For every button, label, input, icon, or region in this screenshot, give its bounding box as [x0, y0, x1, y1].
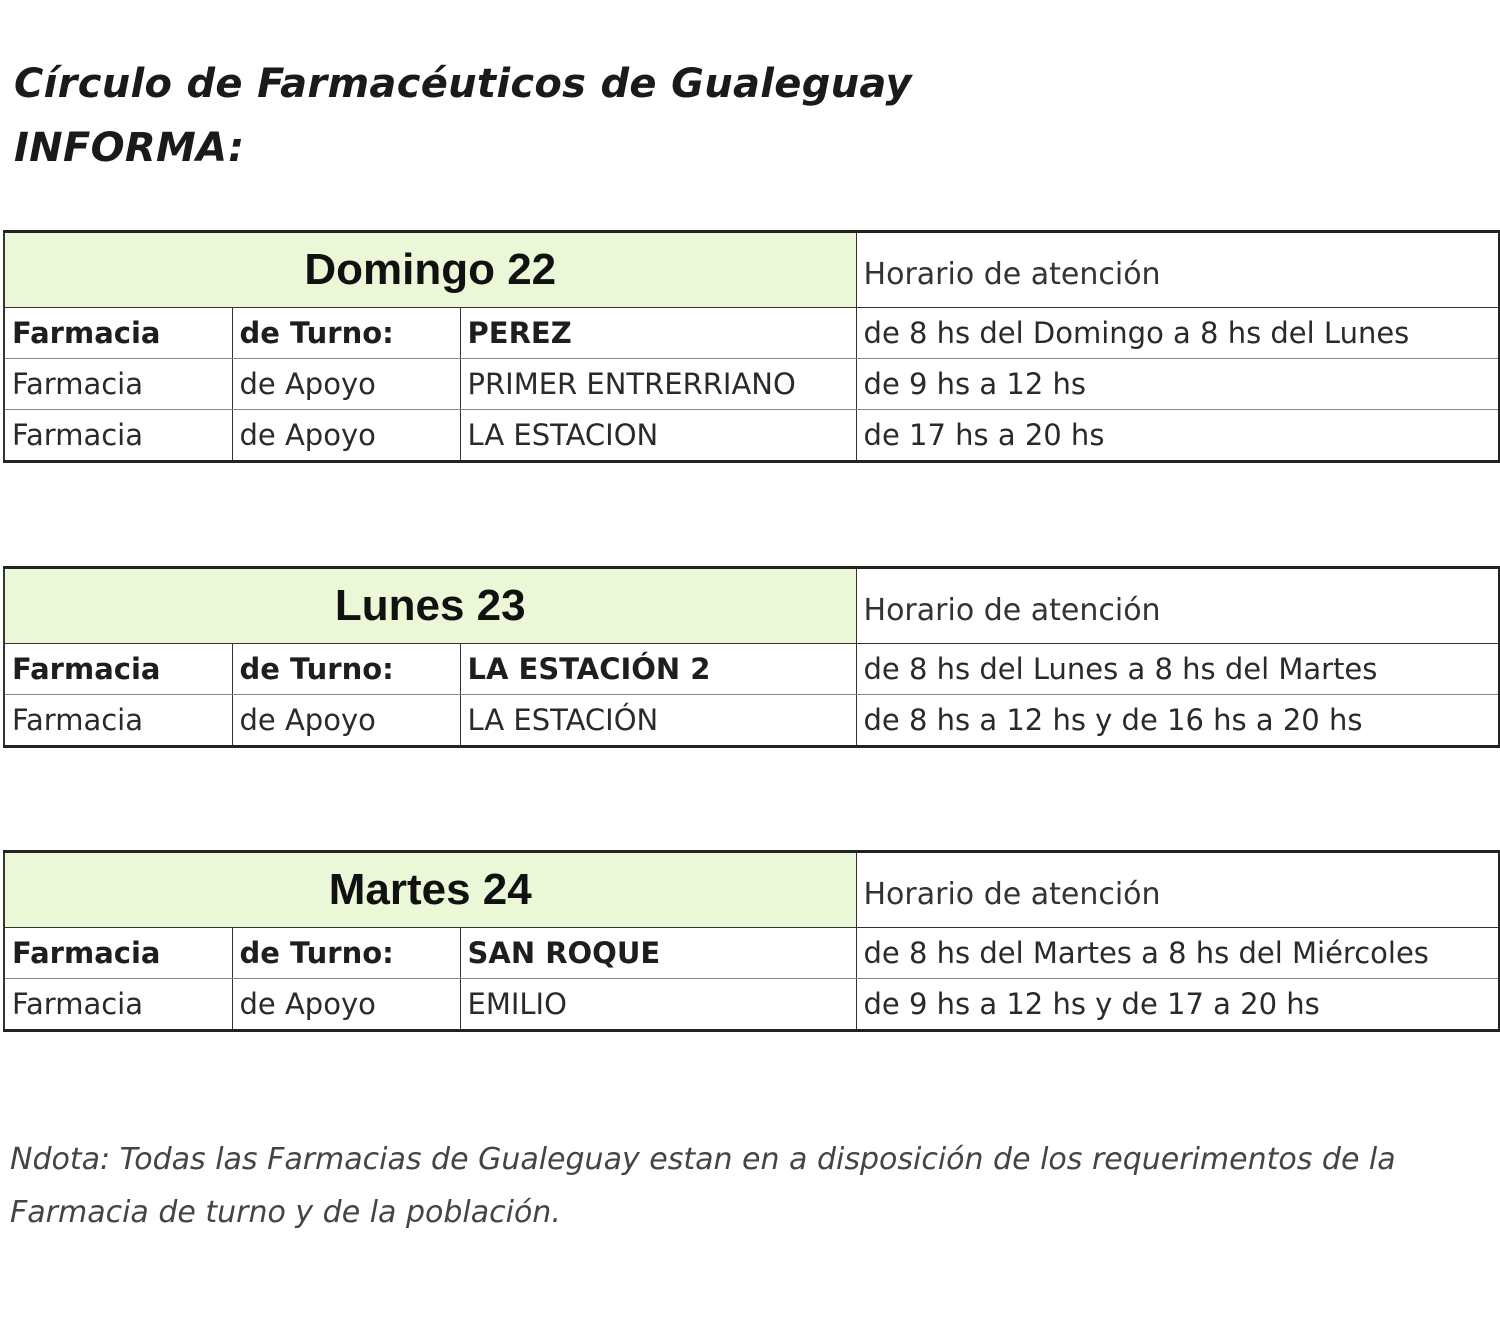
shift-type: de Apoyo — [232, 359, 460, 410]
opening-hours: de 8 hs del Martes a 8 hs del Miércoles — [856, 928, 1499, 979]
opening-hours: de 9 hs a 12 hs y de 17 a 20 hs — [856, 979, 1499, 1031]
pharmacy-name: LA ESTACION — [460, 410, 856, 462]
opening-hours: de 8 hs del Domingo a 8 hs del Lunes — [856, 308, 1499, 359]
hours-header: Horario de atención — [856, 232, 1499, 308]
schedule-header-row — [4, 232, 1499, 308]
table-row — [4, 928, 1499, 979]
heading-title: Círculo de Farmacéuticos de Gualeguay — [14, 61, 912, 107]
pharmacy-name: PRIMER ENTRERRIANO — [460, 359, 856, 410]
shift-type: de Apoyo — [232, 979, 460, 1031]
day-title: Martes 24 — [4, 852, 856, 928]
opening-hours: de 8 hs a 12 hs y de 16 hs a 20 hs — [856, 695, 1499, 747]
pharmacy-name: LA ESTACIÓN 2 — [460, 644, 856, 695]
footnote — [10, 1133, 1490, 1239]
opening-hours: de 17 hs a 20 hs — [856, 410, 1499, 462]
pharmacy-label: Farmacia — [4, 979, 232, 1031]
schedule-header-row — [4, 568, 1499, 644]
table-row — [4, 979, 1499, 1031]
pharmacy-label: Farmacia — [4, 410, 232, 462]
pharmacy-label: Farmacia — [4, 359, 232, 410]
table-row — [4, 695, 1499, 747]
pharmacy-label: Farmacia — [4, 695, 232, 747]
opening-hours: de 8 hs del Lunes a 8 hs del Martes — [856, 644, 1499, 695]
shift-type: de Apoyo — [232, 695, 460, 747]
pharmacy-name: PEREZ — [460, 308, 856, 359]
pharmacy-label: Farmacia — [4, 644, 232, 695]
hours-header: Horario de atención — [856, 852, 1499, 928]
schedule-table-lunes — [3, 566, 1500, 748]
pharmacy-name: EMILIO — [460, 979, 856, 1031]
day-title: Lunes 23 — [4, 568, 856, 644]
table-row — [4, 644, 1499, 695]
pharmacy-label: Farmacia — [4, 308, 232, 359]
pharmacy-name: SAN ROQUE — [460, 928, 856, 979]
schedule-header-row — [4, 852, 1499, 928]
table-row — [4, 410, 1499, 462]
heading-subtitle: INFORMA: — [14, 125, 245, 171]
announcement-heading — [14, 52, 912, 180]
shift-type: de Apoyo — [232, 410, 460, 462]
shift-type: de Turno: — [232, 928, 460, 979]
footnote-line: Ndota: Todas las Farmacias de Gualeguay estan en a disposición de los requerimentos de la — [10, 1142, 1396, 1177]
shift-type: de Turno: — [232, 308, 460, 359]
table-row — [4, 359, 1499, 410]
schedule-table-domingo — [3, 230, 1500, 463]
shift-type: de Turno: — [232, 644, 460, 695]
schedule-table-martes — [3, 850, 1500, 1032]
pharmacy-name: LA ESTACIÓN — [460, 695, 856, 747]
hours-header: Horario de atención — [856, 568, 1499, 644]
day-title: Domingo 22 — [4, 232, 856, 308]
opening-hours: de 9 hs a 12 hs — [856, 359, 1499, 410]
pharmacy-label: Farmacia — [4, 928, 232, 979]
footnote-line: Farmacia de turno y de la población. — [10, 1195, 561, 1230]
table-row — [4, 308, 1499, 359]
